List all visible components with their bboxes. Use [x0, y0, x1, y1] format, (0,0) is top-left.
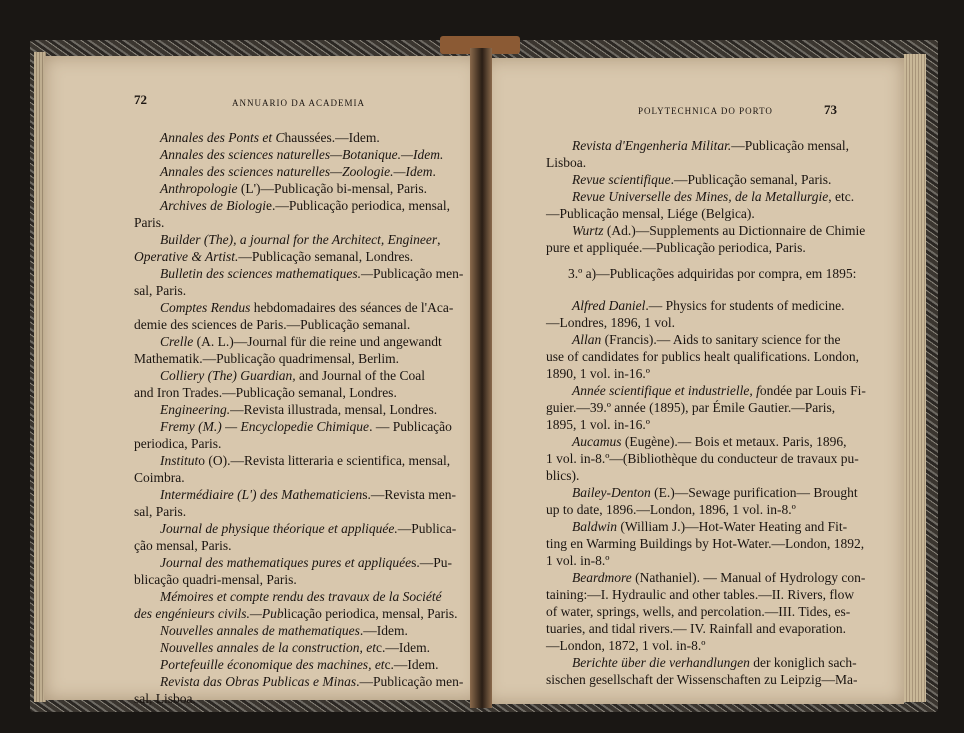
- text-line: Colliery (The) Guardian, and Journal of the Coal: [160, 368, 425, 383]
- right-page: [484, 58, 904, 704]
- text-line: use of candidates for publics healt qualifications. London,: [546, 349, 860, 364]
- text-line: Mathematik.—Publicação quadrimensal, Berlim.: [134, 351, 400, 366]
- text-line: Lisboa.: [546, 155, 587, 170]
- text-line: Nouvelles annales de la construction, etc.—Idem.: [160, 640, 430, 655]
- text-line: ção mensal, Paris.: [134, 538, 232, 553]
- running-head: POLYTECHNICA DO PORTO: [638, 106, 773, 116]
- book-gutter: [470, 48, 492, 708]
- text-line: Bulletin des sciences mathematiques.—Publicação men-: [160, 266, 464, 281]
- text-line: —Publicação mensal, Liége (Belgica).: [546, 206, 755, 221]
- text-line: Aucamus (Eugène).— Bois et metaux. Paris, 1896,: [572, 434, 847, 449]
- text-line: ting en Warming Buildings by Hot-Water.—London, 1892,: [546, 536, 865, 551]
- text-line: Revue Universelle des Mines, de la Metallurgie, etc.: [572, 189, 855, 204]
- text-line: Annales des sciences naturelles—Botanique.—Idem.: [160, 147, 444, 162]
- text-line: of water, springs, wells, and percolation.—III. Tides, es-: [546, 604, 851, 619]
- right-page-edges: [904, 54, 926, 702]
- left-page: [44, 56, 480, 706]
- text-line: Engineering.—Revista illustrada, mensal, Londres.: [160, 402, 438, 417]
- text-line: Annales des Ponts et Chaussées.—Idem.: [160, 130, 380, 145]
- text-line: blics).: [546, 468, 580, 483]
- text-line: Annales des sciences naturelles—Zoologie.—Idem.: [160, 164, 436, 179]
- text-line: up to date, 1896.—London, 1896, 1 vol. in-8.º: [546, 502, 796, 517]
- text-line: Beardmore (Nathaniel). — Manual of Hydrology con-: [572, 570, 866, 585]
- text-line: Wurtz (Ad.)—Supplements au Dictionnaire de Chimie: [572, 223, 866, 238]
- text-line: demie des sciences de Paris.—Publicação semanal.: [134, 317, 411, 332]
- text-line: —London, 1872, 1 vol. in-8.º: [546, 638, 706, 653]
- text-line: 1 vol. in-8.º: [546, 553, 610, 568]
- text-line: 3.º a)—Publicações adquiridas por compra, em 1895:: [568, 266, 857, 281]
- text-line: Année scientifique et industrielle, fondée par Louis Fi-: [572, 383, 866, 398]
- text-line: sal, Paris.: [134, 504, 187, 519]
- text-line: sal, Lisboa.: [134, 691, 196, 706]
- page-number: 72: [134, 92, 147, 107]
- text-line: Revue scientifique.—Publicação semanal, Paris.: [572, 172, 832, 187]
- text-line: Journal de physique théorique et appliquée.—Publica-: [160, 521, 457, 536]
- text-line: Intermédiaire (L') des Mathematiciens.—Revista men-: [160, 487, 456, 502]
- text-line: 1895, 1 vol. in-16.º: [546, 417, 650, 432]
- text-line: des engénieurs civils.—Publicação periodica, mensal, Paris.: [134, 606, 458, 621]
- text-line: Fremy (M.) — Encyclopedie Chimique. — Publicação: [160, 419, 452, 434]
- text-line: Baldwin (William J.)—Hot-Water Heating and Fit-: [572, 519, 848, 534]
- text-line: Comptes Rendus hebdomadaires des séances de l'Aca-: [160, 300, 454, 315]
- text-line: Journal des mathematiques pures et appliquées.—Pu-: [160, 555, 452, 570]
- text-line: Bailey-Denton (E.)—Sewage purification— Brought: [572, 485, 858, 500]
- text-line: Portefeuille économique des machines, etc.—Idem.: [160, 657, 439, 672]
- text-line: Builder (The), a journal for the Architect, Engineer,: [160, 232, 441, 247]
- text-line: pure et appliquée.—Publicação periodica, Paris.: [546, 240, 806, 255]
- running-head: ANNUARIO DA ACADEMIA: [232, 98, 366, 108]
- text-line: sischen gesellschaft der Wissenschaften zu Leipzig—Ma-: [546, 672, 858, 687]
- text-line: Archives de Biologie.—Publicação periodica, mensal,: [160, 198, 451, 213]
- text-line: and Iron Trades.—Publicação semanal, Londres.: [134, 385, 397, 400]
- text-line: Coimbra.: [134, 470, 185, 485]
- text-line: Instituto (O).—Revista litteraria e scientifica, mensal,: [160, 453, 451, 468]
- page-number: 73: [824, 102, 837, 117]
- text-line: taining:—I. Hydraulic and other tables.—II. Rivers, flow: [546, 587, 855, 602]
- text-line: Anthropologie (L')—Publicação bi-mensal, Paris.: [160, 181, 428, 196]
- text-line: Allan (Francis).— Aids to sanitary science for the: [572, 332, 841, 347]
- text-line: guier.—39.º année (1895), par Émile Gautier.—Paris,: [546, 400, 836, 415]
- text-line: Crelle (A. L.)—Journal für die reine und angewandt: [160, 334, 442, 349]
- text-line: Mémoires et compte rendu des travaux de la Société: [160, 589, 442, 604]
- text-line: blicação quadri-mensal, Paris.: [134, 572, 297, 587]
- text-line: Revista d'Engenheria Militar.—Publicação mensal,: [572, 138, 849, 153]
- text-line: —Londres, 1896, 1 vol.: [546, 315, 675, 330]
- text-line: Operative & Artist.—Publicação semanal, Londres.: [134, 249, 414, 264]
- text-line: 1890, 1 vol. in-16.º: [546, 366, 650, 381]
- text-line: periodica, Paris.: [134, 436, 222, 451]
- text-line: 1 vol. in-8.º—(Bibliothèque du conducteur de travaux pu-: [546, 451, 859, 466]
- text-line: Revista das Obras Publicas e Minas.—Publicação men-: [160, 674, 464, 689]
- text-line: Paris.: [134, 215, 165, 230]
- text-line: sal, Paris.: [134, 283, 187, 298]
- text-line: Berichte über die verhandlungen der koniglich sach-: [572, 655, 857, 670]
- text-line: tuaries, and tidal rivers.— IV. Rainfall and evaporation.: [546, 621, 847, 636]
- text-line: Nouvelles annales de mathematiques.—Idem.: [160, 623, 408, 638]
- text-line: Alfred Daniel.— Physics for students of medicine.: [572, 298, 845, 313]
